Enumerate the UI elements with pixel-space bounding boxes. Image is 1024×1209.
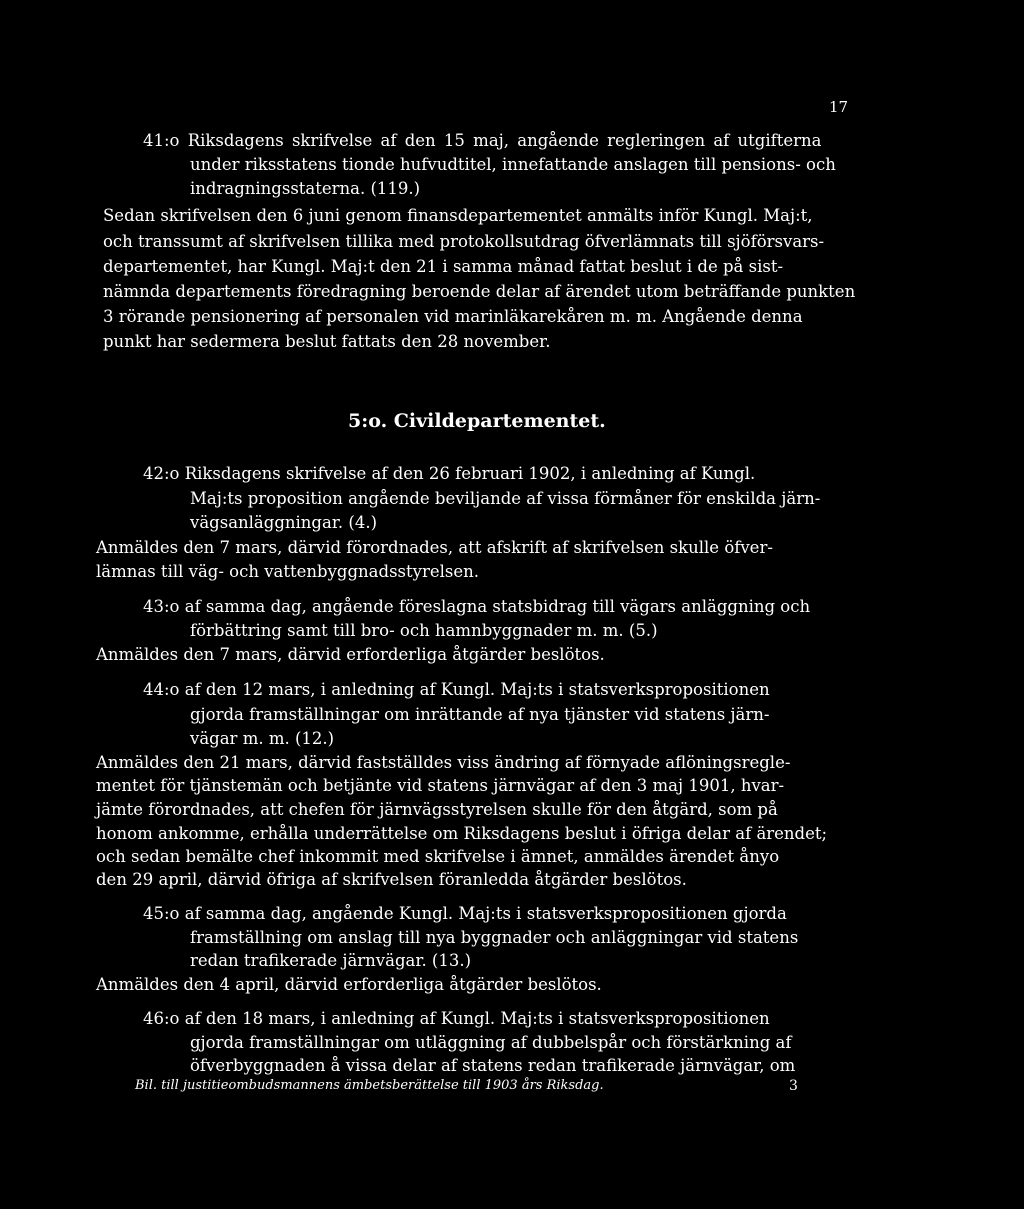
text-line: 42:o Riksdagens skrifvelse af den 26 februari 1902, i anledning af Kungl. — [143, 464, 756, 483]
text-line: och sedan bemälte chef inkommit med skrifvelse i ämnet, anmäldes ärendet ånyo — [96, 847, 780, 866]
text-line: Anmäldes den 4 april, därvid erforderliga åtgärder beslötos. — [96, 975, 602, 994]
text-line: under riksstatens tionde hufvudtitel, innefattande anslagen till pensions- och — [190, 155, 836, 174]
signature-mark: 3 — [789, 1078, 798, 1094]
text-line: Anmäldes den 7 mars, därvid förordnades, att afskrift af skrifvelsen skulle öfver- — [96, 538, 773, 557]
text-line: gjorda framställningar om inrättande af nya tjänster vid statens järn- — [190, 705, 770, 724]
text-line: vägar m. m. (12.) — [190, 729, 335, 748]
text-line: vägsanläggningar. (4.) — [190, 513, 378, 532]
text-line: lämnas till väg- och vattenbyggnadsstyrelsen. — [96, 562, 479, 581]
page-number: 17 — [829, 98, 849, 116]
text-line: Anmäldes den 21 mars, därvid fastställdes viss ändring af förnyade aflöningsregle- — [96, 753, 791, 772]
text-line: och transsumt af skrifvelsen tillika med protokollsutdrag öfverlämnats till sjöförsvars- — [103, 232, 825, 251]
section-heading: 5:o. Civildepartementet. — [348, 410, 606, 432]
text-line: 43:o af samma dag, angående föreslagna statsbidrag till vägars anläggning och — [143, 597, 811, 616]
text-line: 41:o Riksdagens skrifvelse af den 15 maj, angående regleringen af utgifterna — [143, 131, 822, 150]
text-line: mentet för tjänstemän och betjänte vid statens järnvägar af den 3 maj 1901, hvar- — [96, 776, 785, 795]
text-line: Sedan skrifvelsen den 6 juni genom finansdepartementet anmälts inför Kungl. Maj:t, — [103, 206, 813, 225]
text-line: den 29 april, därvid öfriga af skrifvelsen föranledda åtgärder beslötos. — [96, 870, 687, 889]
text-line: gjorda framställningar om utläggning af dubbelspår och förstärkning af — [190, 1033, 792, 1052]
text-line: Anmäldes den 7 mars, därvid erforderliga åtgärder beslötos. — [96, 645, 605, 664]
text-line: jämte förordnades, att chefen för järnvägsstyrelsen skulle för den åtgärd, som på — [96, 800, 778, 819]
text-line: 44:o af den 12 mars, i anledning af Kungl. Maj:ts i statsverkspropositionen — [143, 680, 770, 699]
text-line: framställning om anslag till nya byggnader och anläggningar vid statens — [190, 928, 799, 947]
text-line: punkt har sedermera beslut fattats den 28 november. — [103, 332, 551, 351]
text-line: 45:o af samma dag, angående Kungl. Maj:ts i statsverkspropositionen gjorda — [143, 904, 787, 923]
text-line: departementet, har Kungl. Maj:t den 21 i samma månad fattat beslut i de på sist- — [103, 257, 784, 276]
text-line: förbättring samt till bro- och hamnbyggnader m. m. (5.) — [190, 621, 658, 640]
text-line: redan trafikerade järnvägar. (13.) — [190, 951, 472, 970]
text-line: indragningsstaterna. (119.) — [190, 179, 421, 198]
text-line: 46:o af den 18 mars, i anledning af Kungl. Maj:ts i statsverkspropositionen — [143, 1009, 770, 1028]
text-line: Maj:ts proposition angående beviljande af vissa förmåner för enskilda järn- — [190, 489, 821, 508]
text-line: öfverbyggnaden å vissa delar af statens redan trafikerade järnvägar, om — [190, 1056, 796, 1075]
footer-note: Bil. till justitieombudsmannens ämbetsberättelse till 1903 års Riksdag. — [135, 1078, 604, 1093]
text-line: 3 rörande pensionering af personalen vid marinläkarekåren m. m. Angående denna — [103, 307, 803, 326]
text-line: nämnda departements föredragning beroende delar af ärendet utom beträffande punkten — [103, 282, 856, 301]
text-line: honom ankomme, erhålla underrättelse om Riksdagens beslut i öfriga delar af ärendet; — [96, 824, 828, 843]
